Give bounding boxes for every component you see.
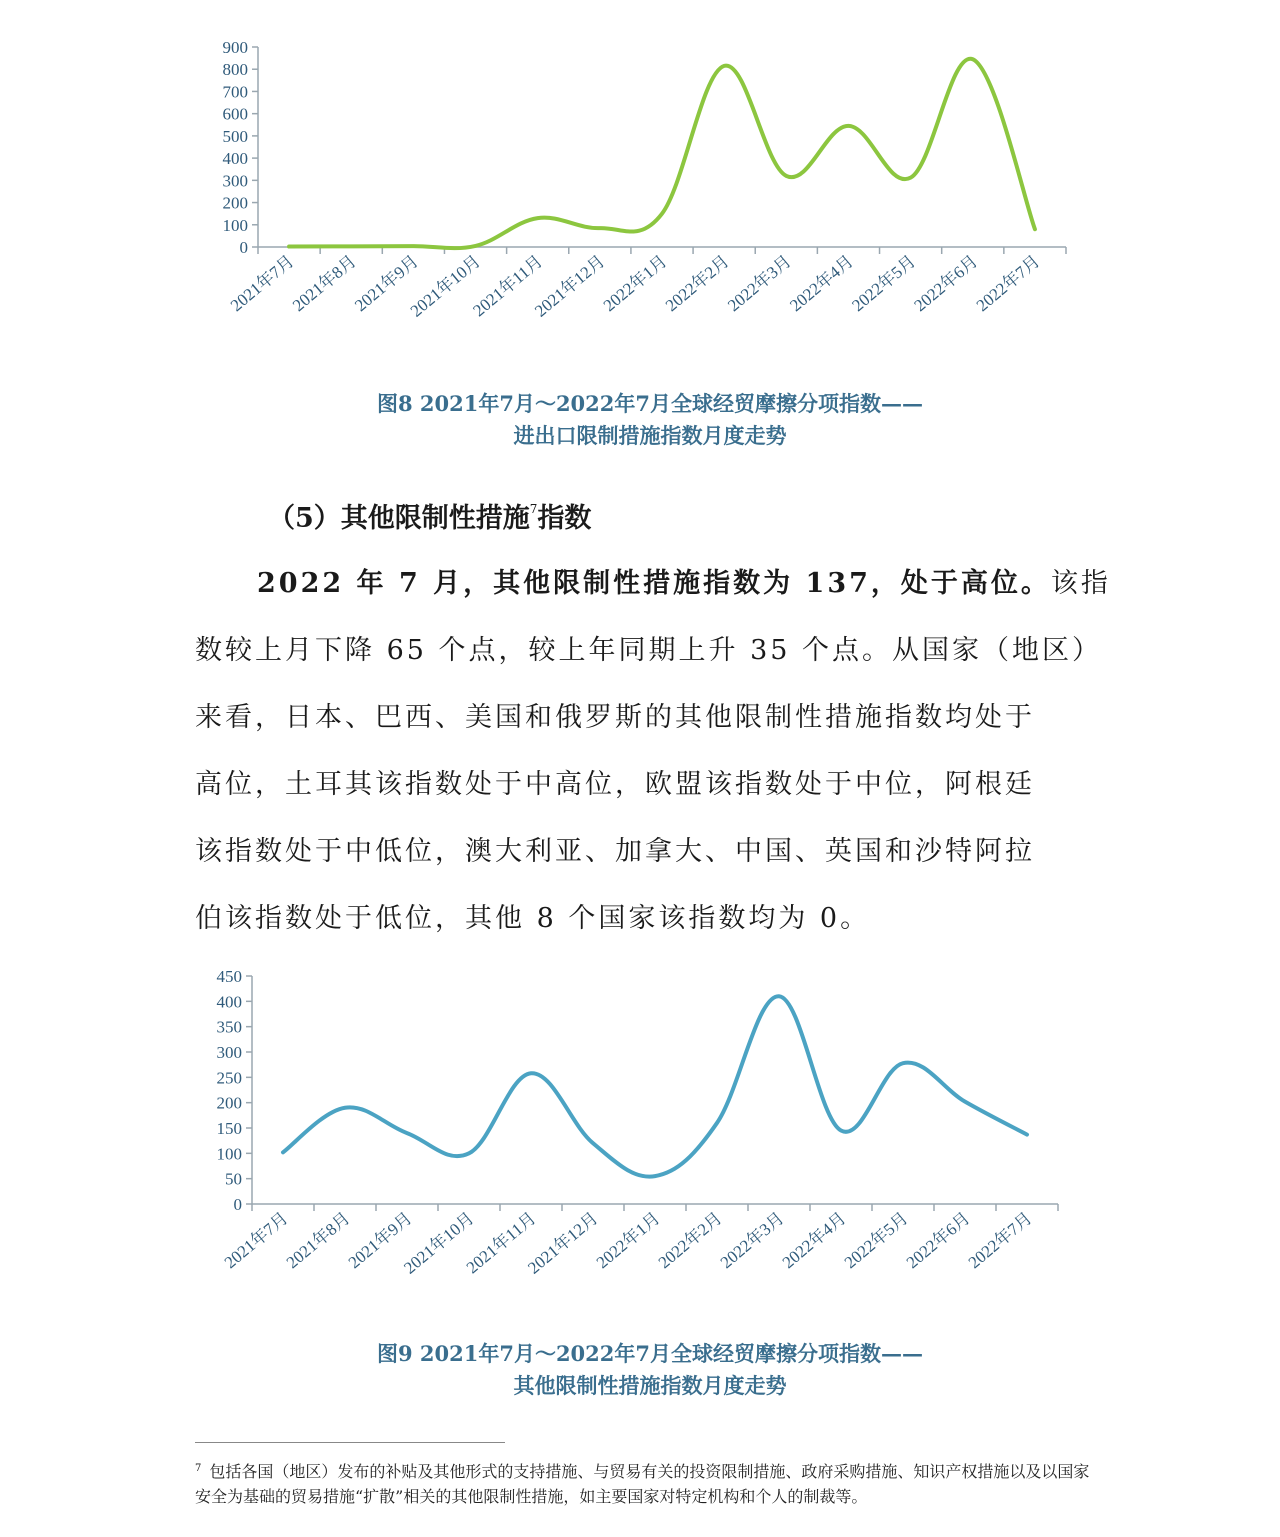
x-tick-label: 2022年6月 xyxy=(902,1208,974,1273)
x-tick-label: 2021年11月 xyxy=(462,1208,540,1278)
x-tick-label: 2022年4月 xyxy=(778,1208,850,1273)
y-tick-label: 900 xyxy=(222,38,248,57)
para-line-1 xyxy=(195,550,1111,617)
y-tick-label: 200 xyxy=(216,1093,242,1113)
x-tick-label: 2022年3月 xyxy=(716,1208,788,1273)
x-tick-label: 2022年7月 xyxy=(964,1208,1036,1273)
y-tick-label: 100 xyxy=(222,215,248,235)
x-tick-label: 2022年1月 xyxy=(599,251,671,316)
x-tick-label: 2021年9月 xyxy=(344,1208,416,1273)
x-tick-label: 2021年7月 xyxy=(220,1208,292,1273)
caption-fig8-line1: 图8 2021年7月～2022年7月全球经贸摩擦分项指数—— xyxy=(376,391,924,416)
y-tick-label: 250 xyxy=(216,1068,242,1088)
section-heading-tail: 指数 xyxy=(537,503,592,534)
x-tick-label: 2021年12月 xyxy=(524,1208,602,1278)
x-tick-label: 2021年12月 xyxy=(531,251,609,321)
caption-fig9 xyxy=(0,1338,1280,1402)
y-tick-label: 300 xyxy=(216,1043,242,1062)
y-tick-label: 600 xyxy=(222,104,248,124)
section-heading-text: （5）其他限制性措施 xyxy=(268,503,530,534)
body-paragraph xyxy=(195,550,1111,952)
para-lead: 2022 年 7 月，其他限制性措施指数为 137，处于高位。 xyxy=(257,568,1051,599)
x-tick-label: 2021年10月 xyxy=(400,1208,478,1278)
para-line-5: 该指数处于中低位，澳大利亚、加拿大、中国、英国和沙特阿拉 xyxy=(195,836,1035,867)
section-heading xyxy=(268,496,591,535)
x-tick-label: 2022年3月 xyxy=(724,251,795,316)
series-line xyxy=(289,59,1035,248)
footnote xyxy=(195,1456,1090,1509)
x-tick-label: 2021年11月 xyxy=(469,251,547,321)
para-line-2: 数较上月下降 65 个点，较上年同期上升 35 个点。从国家（地区） xyxy=(195,635,1103,666)
footnote-marker: 7 xyxy=(195,1463,202,1474)
para-line-3: 来看，日本、巴西、美国和俄罗斯的其他限制性措施指数均处于 xyxy=(195,702,1035,733)
x-tick-label: 2021年8月 xyxy=(282,1208,354,1273)
x-tick-label: 2021年8月 xyxy=(288,251,360,316)
footnote-ref[interactable]: 7 xyxy=(529,502,538,516)
footnote-text: 包括各国（地区）发布的补贴及其他形式的支持措施、与贸易有关的投资限制措施、政府采购措施、知识产权措施以及以国家安全为基础的贸易措施“扩散”相关的其他限制性措施，如主要国家对特定机构和个人的制裁等。 xyxy=(195,1462,1090,1506)
caption-fig8 xyxy=(0,388,1280,452)
para-line-4: 高位，土耳其该指数处于中高位，欧盟该指数处于中位，阿根廷 xyxy=(195,769,1035,800)
para-line-6: 伯该指数处于低位，其他 8 个国家该指数均为 0。 xyxy=(195,903,871,934)
y-tick-label: 400 xyxy=(222,149,248,169)
y-tick-label: 700 xyxy=(222,82,248,102)
y-tick-label: 0 xyxy=(239,238,248,257)
y-tick-label: 200 xyxy=(222,193,248,213)
para-line-1-rest: 该指 xyxy=(1050,568,1111,599)
x-tick-label: 2021年7月 xyxy=(226,251,298,316)
footnote-divider xyxy=(195,1442,505,1443)
chart-fig8 xyxy=(0,0,1280,380)
chart-fig9 xyxy=(0,950,1280,1335)
y-tick-label: 100 xyxy=(216,1144,242,1164)
x-tick-label: 2022年5月 xyxy=(840,1208,912,1273)
x-tick-label: 2022年5月 xyxy=(848,251,920,316)
y-tick-label: 300 xyxy=(222,171,248,191)
x-tick-label: 2021年10月 xyxy=(406,251,485,321)
y-tick-label: 400 xyxy=(216,992,242,1012)
x-tick-label: 2021年9月 xyxy=(351,251,422,316)
x-tick-label: 2022年1月 xyxy=(592,1208,664,1273)
y-tick-label: 0 xyxy=(233,1195,242,1214)
x-tick-label: 2022年4月 xyxy=(786,251,858,316)
x-tick-label: 2022年7月 xyxy=(972,251,1044,316)
caption-fig9-line2: 其他限制性措施指数月度走势 xyxy=(513,1373,787,1398)
x-tick-label: 2022年2月 xyxy=(661,251,733,316)
series-line xyxy=(283,996,1027,1176)
y-tick-label: 150 xyxy=(216,1119,242,1138)
caption-fig8-line2: 进出口限制措施指数月度走势 xyxy=(513,423,787,448)
y-tick-label: 500 xyxy=(222,126,248,146)
x-tick-label: 2022年2月 xyxy=(654,1208,726,1273)
caption-fig9-line1: 图9 2021年7月～2022年7月全球经贸摩擦分项指数—— xyxy=(376,1341,924,1366)
y-tick-label: 350 xyxy=(216,1017,242,1037)
x-tick-label: 2022年6月 xyxy=(910,251,982,316)
y-tick-label: 800 xyxy=(222,60,248,80)
y-tick-label: 450 xyxy=(216,967,242,986)
y-tick-label: 50 xyxy=(225,1169,242,1189)
